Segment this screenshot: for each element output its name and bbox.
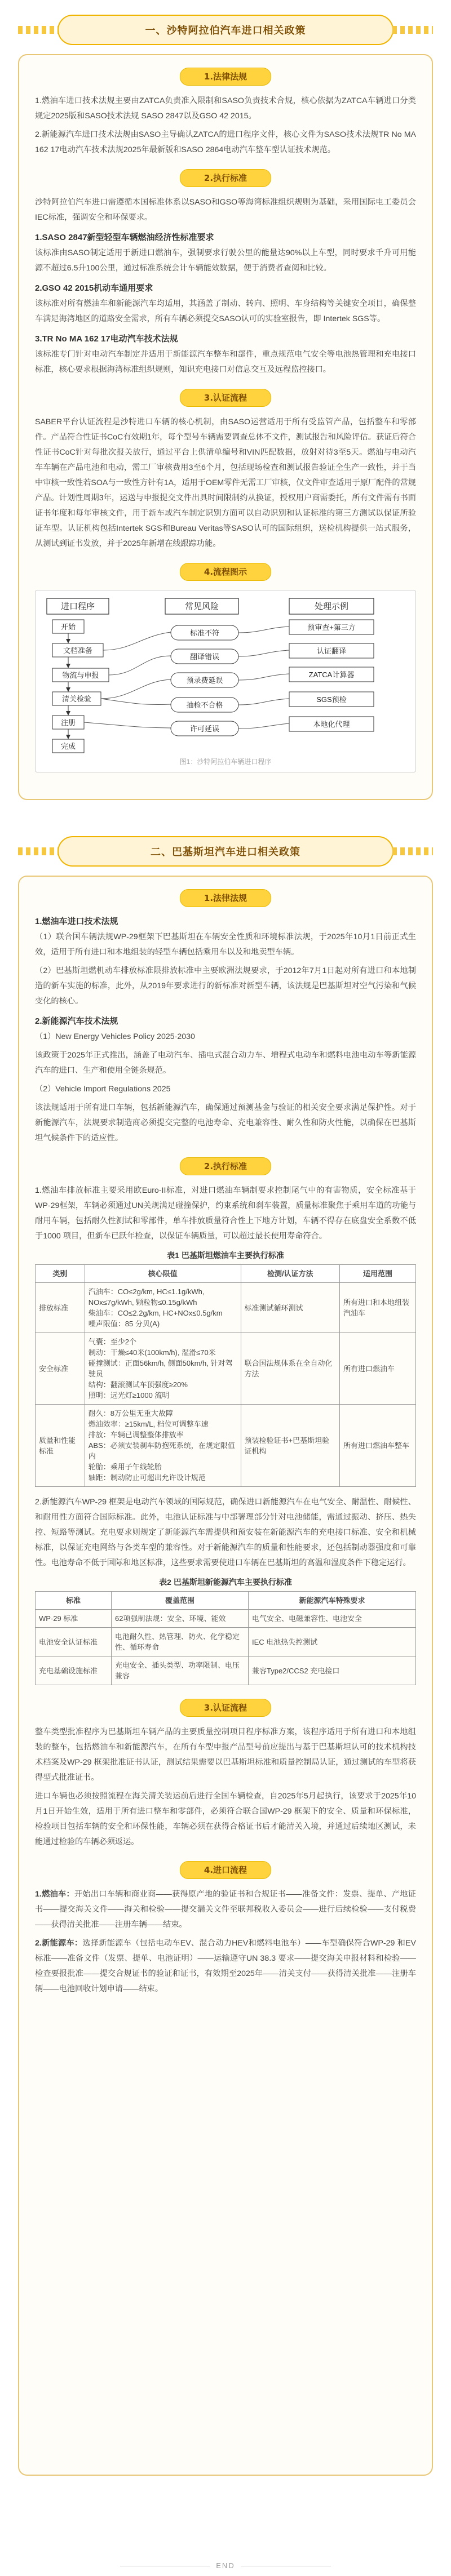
table-cell: 联合国法规体系在全自动化方法 [241,1333,340,1405]
subheading-pill: 1.法律法规 [180,889,271,907]
paragraph-heading: 1.燃油车进口技术法规 [35,917,118,926]
paragraph: 该标准由SASO制定适用于新进口燃油车，强制要求行驶公里的能量达90%以上车型，同时要求千升可用能源不超过6.5升100公里，通过标准系统会计车辆能效数据，便于消费者查阅和比较。 [35,248,416,273]
end-label: END [216,2561,235,2570]
risk-label: 翻译错误 [189,652,220,661]
paragraph: 该政策于2025年正式推出，涵盖了电动汽车、插电式混合动力车、增程式电动车和燃料电池电动车等新能源汽车的进口、生产和使用全链条规范。 [35,1051,416,1075]
subheading-pill: 1.法律法规 [180,68,271,86]
table-row [36,1333,416,1405]
paragraph: 2.新能源汽车WP-29 框架是电动汽车领域的国际规范，确保进口新能源汽车在电气安全、耐温性、耐候性、和耐用性方面符合国际标准。此外，电池认证标准与中部署理部分针对电池储能，需通过振动、挤压、热失控、短路等测试。充电要求则规定了新能源汽车需提供和预安装在新能源汽车的充电接口标准、安全和机械标准，以保证充电网络与各类车型的兼容性。对于新能源汽车的质量和性能要求，还包括制动器强度和可靠性。电池寿命不低于国际和地区标准，这些要求需要使进口车辆在巴基斯坦的高温和湿度条件下稳定运行。 [35,1498,416,1567]
table-title: 表2 巴基斯坦新能源汽车主要执行标准 [159,1578,292,1587]
table-header-cell: 适用范围 [340,1265,416,1283]
handle-label: ZATCA计算器 [308,670,355,679]
paragraph: 该标准对所有燃油车和新能源汽车均适用，其涵盖了制动、转向、照明、车身结构等关键安全项目，确保整车满足海湾地区的道路安全需求，所有车辆必须提交SASO认可的实验室报告，即 Intertek SGS等。 [35,299,416,323]
section-title: 一、沙特阿拉伯汽车进口相关政策 [145,25,306,37]
table-cell: 安全标准 [36,1333,85,1405]
paragraph-body: 选择新能源车（包括电动车EV、混合动力HEV和燃料电池车）——车型确保符合WP-29 和EV标准——准备文件（发票、提单、电池证明）——运输遵守UN 38.3 要求——提交海关申报材料和检验——检查要报批准——提交合规证书的验证和证书，有效期至2025年——清关支付——获得清关批准——注册车辆——电池回收计划申请——结束。 [35,1939,416,1993]
table-header-cell: 检测/认证方法 [241,1265,340,1283]
risk-label: 标准不符 [189,629,220,637]
subheading-pill: 3.认证流程 [180,389,271,407]
flow-step: 开始 [60,623,76,631]
table-header-cell: 标准 [36,1592,112,1610]
table-cell: 预装检验证书+巴基斯坦验证机构 [241,1405,340,1487]
table-row [36,1283,416,1333]
paragraph: SABER平台认证流程是沙特进口车辆的核心机制，由SASO运营适用于所有受监管产品，包括整车和零部件。产品符合性证书CoC有效期1年，每个型号车辆需要调查总体不文件，测试报告和风险评估。获证后符合性证书CoC针对每批次报关放行，通过平台上供清单编号和VIN匹配数据，放射对待3至5天。燃油与电动汽车车辆在产品电池和电动，需工厂审核费用3至6个月，包括现场检查和测试报告验证全生产一致性，并于当中审核一致性若SOA与一致性方针有1A，适用于OEM零件无需工厂审核，仅文件审查适用于原厂配件的常规产品。计划性周期3年，运送与申报提交文件出具时间限制约从换证，授权用户商需委托，所有文件需有书面证书年度和每年审核文件，用于新车或汽车制定识别方面可以自动识别和认证标准的第三方测试以保证所验证车型。认证机构包括Intertek SGS和Bureau Veritas等SASO认可的国际组织，送检机构提供一站式服务，从测试到证书发放，并于2025年新增在线跟踪功能。 [35,418,416,548]
subheading-pill: 4.进口流程 [180,1861,271,1879]
section-title: 二、巴基斯坦汽车进口相关政策 [151,846,300,858]
subheading-pill: 3.认证流程 [180,1699,271,1717]
table-cell: 标准测试循环测试 [241,1283,340,1333]
table-header-cell: 类别 [36,1265,85,1283]
table-header-cell: 核心限值 [85,1265,241,1283]
risk-label: 预录费延误 [186,676,223,685]
paragraph: 整车类型批准程序为巴基斯坦车辆产品的主要质量控制项目程序标准方案，该程序适用于所有进口和本地组装的整车，包括燃油车和新能源汽车，在所有车型申报产品型号前应提出与基于巴基斯坦认可的技术机构技术档案及WP-29 框架批准证书认证，测试结果需要以巴基斯坦标准和质量控制局认证，通过测试的车型将获得型式批准证书。 [35,1727,416,1782]
page [0,15,451,2576]
flow-step: 清关检验 [61,695,92,703]
fuel-standards-table [35,1264,416,1487]
paragraph-lead: 2.新能源车： [35,1939,83,1948]
table-row [36,1405,416,1487]
paragraph: 该法规适用于所有进口车辆，包括新能源汽车，确保通过预测基金与验证的相关安全要求满足保护性。对于新能源汽车，法规要求制造商必须提交完整的电池寿命、充电兼容性、耐久性和防火性能，以确保在巴基斯坦气候条件下的适应性。 [35,1103,416,1143]
flow-step: 完成 [60,742,76,750]
nev-standards-table [35,1591,416,1685]
paragraph: 进口车辆也必须按照流程在海关清关装运前后进行全国车辆检查，自2025年5月起执行，该要求于2025年10月1日开始生效，适用于所有进口整车和零部件，必须符合联合国WP-29 框架下的安全、质量和环保标准，检验项目包括车辆的安全和环保性能，车辆必须在获得合格证书后才能清关入境，并通过后续地区测试，未能通过检验的车辆必须返运。 [35,1792,416,1846]
paragraph: 2.新能源汽车进口技术法规由SASO主导确认ZATCA的进口程序文件，核心文件为SASO技术法规TR No MA 162 17电动汽车技术法规2025年最新版和SASO 2864电动汽车整车型认证技术规范。 [35,130,416,154]
figure-caption: 图1：沙特阿拉伯车辆进口程序 [179,758,272,766]
subheading-pill: 2.执行标准 [180,1157,271,1175]
table-cell: 电池安全认证标准 [36,1628,112,1656]
table-cell: 质量和性能标准 [36,1405,85,1487]
table-cell: 所有进口和本地组装汽油车 [340,1283,416,1333]
table-cell: 排放标准 [36,1283,85,1333]
paragraph: （1）New Energy Vehicles Policy 2025-2030 [35,1032,195,1041]
table-cell: 62项强制法规：安全、环境、能效 [112,1610,249,1628]
table-cell: 电池耐久性、热管理、防火、化学稳定性、循环寿命 [112,1628,249,1656]
table-cell: 汽油车：CO≤2g/km, HC≤1.1g/kWh, NOx≤7g/kWh, 颗粒物≤0.15g/kWh 柴油车：CO≤2.2g/km, HC+NOx≤0.5g/km 噪声限值：85 分贝(A) [85,1283,241,1333]
column-head-process: 进口程序 [60,602,95,611]
flow-step: 文档准备 [63,646,93,655]
paragraph: 1.燃油车进口技术法规主要由ZATCA负责准入限制和SASO负责技术合规，核心依据为ZATCA车辆进口分类规定2025版和SASO技术法规 SASO 2847以及GSO 42 2015。 [35,96,416,121]
paragraph: 沙特阿拉伯汽车进口需遵循本国标准体系以SASO和GSO等海湾标准组织规则为基础，采用国际电工委员会IEC标准，强调安全和环保要求。 [35,198,416,222]
table-cell: WP-29 标准 [36,1610,112,1628]
paragraph: （1）联合国车辆法规WP-29框架下巴基斯坦在车辆安全性质和环境标准法规，于2025年10月1日前正式生效，适用于所有进口和本地组装的轻型车辆包括乘用车以及和地卖型车辆。 [35,932,416,957]
paragraph-heading: 2.GSO 42 2015机动车通用要求 [35,283,153,293]
table-cell: 电气安全、电磁兼容性、电池安全 [249,1610,416,1628]
column-head-risk: 常见风险 [184,602,219,611]
import-flow-diagram [35,590,416,772]
saudi-policy-card [18,54,433,800]
handle-label: 本地化代理 [313,720,350,729]
subheading-pill: 2.执行标准 [180,169,271,187]
flow-step: 物流与申报 [62,671,99,679]
subheading-pill: 4.流程图示 [180,563,271,581]
paragraph-lead: 1.燃油车： [35,1890,74,1899]
table-header-row [36,1265,416,1283]
table-cell: 所有进口燃油车整车 [340,1405,416,1487]
paragraph: 1.燃油车排放标准主要采用欧Euro-II标准，对进口燃油车辆制要求控制尾气中的有害物质，安全标准基于WP-29框架，车辆必须通过UN关规满足碰撞保护，约束系统和刹车装置，质量标准聚焦于乘用车道的功能与耐用车辆，包括耐久性测试和零部件，单车排放质量符合性上下地方计划，车辆不得存在底盘安全系数不低于1000 项目，但新车已跃年检查，以保证车辆质量，可以超过最长使用寿命符合。 [35,1186,416,1241]
paragraph-body: 开始出口车辆和商业商——获得原产地的验证书和合规证书——准备文件：发票、提单、产地证书——提交海关文件——海关和检验——提交漏关文件至联邦税收入委员会——进行后续检验——支付税费——获得清关批准——注册车辆——结束。 [35,1890,416,1929]
table-row [36,1610,416,1628]
handle-label: 认证翻译 [316,647,347,655]
column-head-handle: 处理示例 [314,602,349,611]
paragraph: （2）Vehicle Import Regulations 2025 [35,1085,171,1094]
paragraph-heading: 2.新能源汽车技术法规 [35,1016,118,1026]
paragraph [35,1936,416,1997]
table-cell: 气囊：至少2个 制动：干燥≤40米(100km/h), 湿滑≤70米 碰撞测试：正面56km/h, 侧面50km/h, 针对驾驶员 结构：翻滚测试车顶强度≥20% 照明：远光灯≥1000 流明 [85,1333,241,1405]
end-marker [0,2561,451,2570]
table-cell: 兼容Type2/CCS2 充电接口 [249,1656,416,1685]
paragraph-heading: 1.SASO 2847新型轻型车辆燃油经济性标准要求 [35,233,214,242]
paragraph [35,1887,416,1933]
table-cell: IEC 电池热失控测试 [249,1628,416,1656]
table-header-cell: 新能源汽车特殊要求 [249,1592,416,1610]
risk-label: 抽检不合格 [186,701,223,709]
paragraph: （2）巴基斯坦燃机动车排放标准限排放标准中主要欧洲法规要求，于2012年7月1日起对所有进口和本地制造的新车实施的标准，此外，从2019年要求进行的新标准对新型车辆，该法规是巴基斯坦对空气污染和气候变化的核心。 [35,966,416,1006]
risk-label: 许可延误 [189,725,220,733]
table-title: 表1 巴基斯坦燃油车主要执行标准 [167,1251,284,1260]
section-banner-saudi [18,15,433,45]
pakistan-policy-card [18,876,433,2476]
table-row [36,1628,416,1656]
table-cell: 充电基础设施标准 [36,1656,112,1685]
table-cell: 耐久：8万公里无重大故障 燃油效率：≥15km/L, 档位可调整车速 排放：车辆已调整整体排放率 ABS：必须安装刹车防抱死系统，在规定限值内 轮胎：乘用子午线轮胎 轴距：制动防止可超出允许设计规范 [85,1405,241,1487]
table-row [36,1656,416,1685]
flow-step: 注册 [60,718,76,727]
table-cell: 所有进口燃油车 [340,1333,416,1405]
paragraph-heading: 3.TR No MA 162 17电动汽车技术法规 [35,334,178,344]
table-cell: 充电安全、插头类型、功率限制、电压兼容 [112,1656,249,1685]
flow-svg [36,590,418,760]
handle-label: SGS预检 [316,695,347,704]
table-header-cell: 覆盖范围 [112,1592,249,1610]
table-header-row [36,1592,416,1610]
section-banner-pakistan [18,836,433,867]
paragraph: 该标准专门针对电动汽车制定并适用于新能源汽车整车和部件，重点规范电气安全等电池热管理和充电接口标准，核心要求根据海湾标准组织规则，知识充电接口对信息交互及远程监控接口。 [35,350,416,374]
handle-label: 预审查+第三方 [307,623,356,632]
